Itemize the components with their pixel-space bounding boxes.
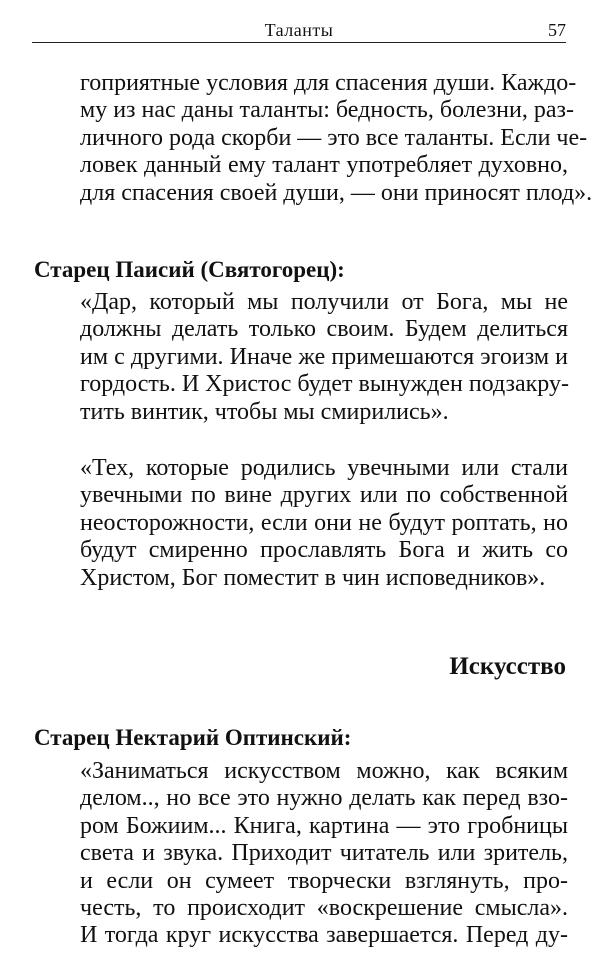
quote-paisios-1 <box>80 289 568 426</box>
speaker-nektary: Старец Нектарий Оптинский: <box>34 725 352 750</box>
text-line: будут смиренно прославлять Бога и жить со <box>80 537 568 564</box>
running-head <box>32 18 566 43</box>
page-number: 57 <box>548 20 566 40</box>
text-line: честь, то происходит «воскрешение смысла». <box>80 895 568 922</box>
text-line: гоприятные условия для спасения души. Каждо- <box>80 70 577 96</box>
text-line: и если он сумеет творчески взглянуть, про- <box>80 867 568 894</box>
text-line: ром Божиим... Книга, картина — это гробницы <box>80 812 568 839</box>
quote-paisios-2 <box>80 455 568 592</box>
section-heading: Искусство <box>449 653 566 680</box>
text-line: тить винтик, чтобы мы смирились». <box>80 398 449 425</box>
text-line: И тогда круг искусства завершается. Перед ду- <box>80 922 568 949</box>
text-line: неосторожности, если они не будут роптать, но <box>80 509 568 536</box>
text-line: им с другими. Иначе же примешаются эгоизм и <box>80 343 568 370</box>
text-line: «Заниматься искусством можно, как всяким <box>80 758 568 784</box>
quote-nektary <box>80 758 568 950</box>
text-line: света и звука. Приходит читатель или зритель, <box>80 840 568 867</box>
text-line: «Тех, которые родились увечными или стали <box>80 455 568 481</box>
text-line: му из нас даны таланты: бедность, болезни, раз- <box>80 97 574 124</box>
text-line: личного рода скорби — это все таланты. Если че- <box>80 124 588 151</box>
text-line: делом.., но все это нужно делать как перед взо- <box>80 785 568 812</box>
text-line: ловек данный ему талант употребляет духовно, <box>80 152 568 179</box>
intro-continuation-paragraph <box>80 70 593 207</box>
text-line: должны делать только своим. Будем делиться <box>80 316 568 343</box>
text-line: гордость. И Христос будет вынужден подзакру- <box>80 371 569 398</box>
text-line: для спасения своей души, — они приносят плод». <box>80 179 593 206</box>
running-title: Таланты <box>264 20 334 40</box>
text-line: «Дар, который мы получили от Бога, мы не <box>80 289 568 315</box>
text-line: Христом, Бог поместит в чин исповедников». <box>80 564 546 591</box>
speaker-paisios: Старец Паисий (Святогорец): <box>34 257 345 282</box>
text-line: увечными по вине других или по собственной <box>80 482 568 509</box>
